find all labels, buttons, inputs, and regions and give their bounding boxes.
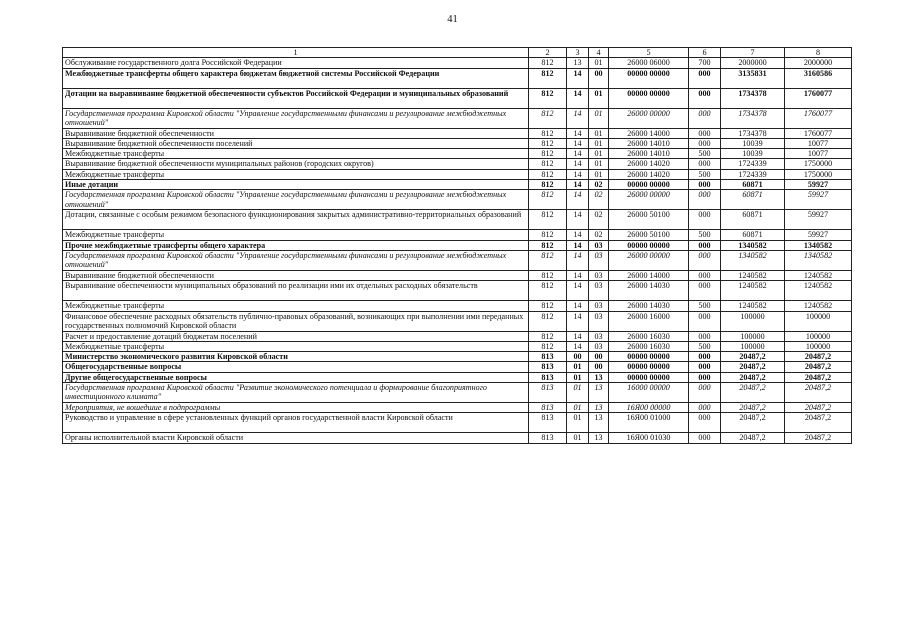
row-target-article: 26000 16030 bbox=[609, 331, 689, 341]
table-row bbox=[63, 352, 852, 362]
row-name: Общегосударственные вопросы bbox=[63, 362, 529, 372]
header-expense-type: 6 bbox=[689, 48, 721, 58]
row-name: Государственная программа Кировской области "Развитие экономического потенциала и формирование благоприятного инвестиционного климата" bbox=[63, 383, 529, 403]
row-name: Выравнивание бюджетной обеспеченности муниципальных районов (городских округов) bbox=[63, 159, 529, 169]
row-target-article: 00000 00000 bbox=[609, 372, 689, 382]
row-amount-year-2: 1340582 bbox=[785, 240, 852, 250]
row-target-article: 26000 14030 bbox=[609, 281, 689, 301]
row-expense-type: 000 bbox=[689, 108, 721, 128]
row-name: Финансовое обеспечение расходных обязательств публично-правовых образований, возникающих при выполнении ими переданных государственных полномочий Кировской области bbox=[63, 311, 529, 331]
table-row bbox=[63, 311, 852, 331]
row-name: Межбюджетные трансферты bbox=[63, 301, 529, 311]
row-amount-year-2: 59927 bbox=[785, 180, 852, 190]
row-admin-code: 812 bbox=[529, 230, 567, 240]
row-section: 01 bbox=[567, 433, 589, 443]
row-expense-type: 000 bbox=[689, 250, 721, 270]
row-subsection: 01 bbox=[589, 88, 609, 108]
row-amount-year-2: 1760077 bbox=[785, 128, 852, 138]
row-subsection: 03 bbox=[589, 341, 609, 351]
row-section: 01 bbox=[567, 413, 589, 433]
header-admin: 2 bbox=[529, 48, 567, 58]
row-admin-code: 812 bbox=[529, 88, 567, 108]
row-subsection: 03 bbox=[589, 270, 609, 280]
row-amount-year-1: 10039 bbox=[721, 149, 785, 159]
row-name: Мероприятия, не вошедшие в подпрограммы bbox=[63, 403, 529, 413]
header-year-1: 7 bbox=[721, 48, 785, 58]
row-admin-code: 812 bbox=[529, 169, 567, 179]
row-admin-code: 812 bbox=[529, 250, 567, 270]
row-expense-type: 500 bbox=[689, 301, 721, 311]
row-subsection: 00 bbox=[589, 68, 609, 88]
row-amount-year-1: 1724339 bbox=[721, 169, 785, 179]
row-amount-year-2: 1340582 bbox=[785, 250, 852, 270]
row-section: 14 bbox=[567, 190, 589, 210]
row-subsection: 03 bbox=[589, 240, 609, 250]
row-target-article: 16Я00 01000 bbox=[609, 413, 689, 433]
row-expense-type: 000 bbox=[689, 433, 721, 443]
row-amount-year-2: 1760077 bbox=[785, 108, 852, 128]
row-amount-year-2: 20487,2 bbox=[785, 362, 852, 372]
row-target-article: 16000 00000 bbox=[609, 383, 689, 403]
row-amount-year-1: 20487,2 bbox=[721, 372, 785, 382]
row-section: 01 bbox=[567, 403, 589, 413]
table-row bbox=[63, 341, 852, 351]
row-admin-code: 812 bbox=[529, 311, 567, 331]
row-amount-year-2: 59927 bbox=[785, 190, 852, 210]
row-section: 14 bbox=[567, 88, 589, 108]
row-target-article: 26000 16000 bbox=[609, 311, 689, 331]
table-row bbox=[63, 138, 852, 148]
row-amount-year-2: 10077 bbox=[785, 149, 852, 159]
row-section: 14 bbox=[567, 341, 589, 351]
row-subsection: 02 bbox=[589, 230, 609, 240]
row-name: Министерство экономического развития Кировской области bbox=[63, 352, 529, 362]
row-amount-year-1: 20487,2 bbox=[721, 383, 785, 403]
row-target-article: 26000 50100 bbox=[609, 230, 689, 240]
row-amount-year-2: 20487,2 bbox=[785, 403, 852, 413]
row-amount-year-1: 20487,2 bbox=[721, 413, 785, 433]
row-target-article: 26000 06000 bbox=[609, 58, 689, 68]
row-section: 01 bbox=[567, 383, 589, 403]
row-section: 14 bbox=[567, 149, 589, 159]
table-body bbox=[63, 58, 852, 443]
row-amount-year-1: 100000 bbox=[721, 311, 785, 331]
row-expense-type: 000 bbox=[689, 68, 721, 88]
row-admin-code: 812 bbox=[529, 159, 567, 169]
row-expense-type: 000 bbox=[689, 281, 721, 301]
row-admin-code: 813 bbox=[529, 372, 567, 382]
row-target-article: 26000 14010 bbox=[609, 149, 689, 159]
row-amount-year-1: 1734378 bbox=[721, 108, 785, 128]
row-section: 14 bbox=[567, 138, 589, 148]
row-subsection: 01 bbox=[589, 169, 609, 179]
row-admin-code: 812 bbox=[529, 128, 567, 138]
row-expense-type: 000 bbox=[689, 180, 721, 190]
row-section: 14 bbox=[567, 240, 589, 250]
row-expense-type: 000 bbox=[689, 352, 721, 362]
row-expense-type: 000 bbox=[689, 159, 721, 169]
row-name: Государственная программа Кировской области "Управление государственными финансами и регулирование межбюджетных отношений" bbox=[63, 108, 529, 128]
row-amount-year-2: 2000000 bbox=[785, 58, 852, 68]
row-expense-type: 000 bbox=[689, 270, 721, 280]
row-name: Органы исполнительной власти Кировской области bbox=[63, 433, 529, 443]
row-subsection: 13 bbox=[589, 372, 609, 382]
row-target-article: 26000 14000 bbox=[609, 270, 689, 280]
row-target-article: 16Я00 01030 bbox=[609, 433, 689, 443]
row-section: 14 bbox=[567, 331, 589, 341]
row-name: Межбюджетные трансферты bbox=[63, 230, 529, 240]
row-admin-code: 812 bbox=[529, 190, 567, 210]
row-admin-code: 812 bbox=[529, 68, 567, 88]
row-subsection: 03 bbox=[589, 331, 609, 341]
row-subsection: 13 bbox=[589, 433, 609, 443]
row-amount-year-1: 1340582 bbox=[721, 250, 785, 270]
row-subsection: 02 bbox=[589, 190, 609, 210]
table-row bbox=[63, 68, 852, 88]
table-row bbox=[63, 433, 852, 443]
table-row bbox=[63, 403, 852, 413]
row-admin-code: 812 bbox=[529, 58, 567, 68]
row-expense-type: 000 bbox=[689, 210, 721, 230]
table-row bbox=[63, 270, 852, 280]
row-section: 14 bbox=[567, 210, 589, 230]
table-header-row bbox=[63, 48, 852, 58]
header-section: 3 bbox=[567, 48, 589, 58]
row-expense-type: 000 bbox=[689, 138, 721, 148]
row-admin-code: 812 bbox=[529, 149, 567, 159]
row-admin-code: 812 bbox=[529, 108, 567, 128]
row-amount-year-1: 100000 bbox=[721, 331, 785, 341]
row-expense-type: 500 bbox=[689, 149, 721, 159]
row-target-article: 16Я00 00000 bbox=[609, 403, 689, 413]
row-amount-year-2: 1240582 bbox=[785, 281, 852, 301]
row-amount-year-2: 1750000 bbox=[785, 169, 852, 179]
row-expense-type: 000 bbox=[689, 362, 721, 372]
row-amount-year-2: 59927 bbox=[785, 210, 852, 230]
table-row bbox=[63, 169, 852, 179]
row-name: Государственная программа Кировской области "Управление государственными финансами и регулирование межбюджетных отношений" bbox=[63, 190, 529, 210]
table-row bbox=[63, 372, 852, 382]
row-target-article: 00000 00000 bbox=[609, 88, 689, 108]
row-amount-year-1: 2000000 bbox=[721, 58, 785, 68]
table-row bbox=[63, 180, 852, 190]
row-admin-code: 812 bbox=[529, 270, 567, 280]
row-section: 14 bbox=[567, 159, 589, 169]
row-target-article: 26000 00000 bbox=[609, 190, 689, 210]
row-amount-year-1: 60871 bbox=[721, 230, 785, 240]
row-admin-code: 812 bbox=[529, 210, 567, 230]
row-target-article: 26000 14020 bbox=[609, 159, 689, 169]
table-row bbox=[63, 331, 852, 341]
row-name: Прочие межбюджетные трансферты общего характера bbox=[63, 240, 529, 250]
row-admin-code: 813 bbox=[529, 383, 567, 403]
row-target-article: 26000 00000 bbox=[609, 250, 689, 270]
row-subsection: 00 bbox=[589, 362, 609, 372]
row-amount-year-1: 10039 bbox=[721, 138, 785, 148]
row-amount-year-2: 20487,2 bbox=[785, 413, 852, 433]
row-subsection: 03 bbox=[589, 250, 609, 270]
row-expense-type: 000 bbox=[689, 88, 721, 108]
row-expense-type: 000 bbox=[689, 190, 721, 210]
row-admin-code: 812 bbox=[529, 180, 567, 190]
row-subsection: 13 bbox=[589, 413, 609, 433]
row-section: 14 bbox=[567, 250, 589, 270]
row-amount-year-1: 20487,2 bbox=[721, 403, 785, 413]
row-admin-code: 813 bbox=[529, 413, 567, 433]
row-name: Другие общегосударственные вопросы bbox=[63, 372, 529, 382]
table-row bbox=[63, 413, 852, 433]
row-amount-year-1: 60871 bbox=[721, 180, 785, 190]
row-section: 01 bbox=[567, 372, 589, 382]
table-row bbox=[63, 58, 852, 68]
row-admin-code: 812 bbox=[529, 138, 567, 148]
row-section: 14 bbox=[567, 311, 589, 331]
table-row bbox=[63, 108, 852, 128]
table-row bbox=[63, 362, 852, 372]
row-target-article: 26000 50100 bbox=[609, 210, 689, 230]
row-subsection: 01 bbox=[589, 138, 609, 148]
table-row bbox=[63, 128, 852, 138]
row-section: 14 bbox=[567, 301, 589, 311]
row-section: 13 bbox=[567, 58, 589, 68]
table-row bbox=[63, 230, 852, 240]
row-admin-code: 813 bbox=[529, 433, 567, 443]
row-name: Выравнивание бюджетной обеспеченности поселений bbox=[63, 138, 529, 148]
row-subsection: 03 bbox=[589, 281, 609, 301]
row-amount-year-1: 1240582 bbox=[721, 301, 785, 311]
row-amount-year-1: 20487,2 bbox=[721, 352, 785, 362]
row-admin-code: 812 bbox=[529, 281, 567, 301]
table-row bbox=[63, 88, 852, 108]
row-amount-year-2: 20487,2 bbox=[785, 352, 852, 362]
row-amount-year-2: 3160586 bbox=[785, 68, 852, 88]
row-amount-year-1: 1724339 bbox=[721, 159, 785, 169]
row-expense-type: 000 bbox=[689, 372, 721, 382]
row-name: Дотации на выравнивание бюджетной обеспеченности субъектов Российской Федерации и муниципальных образований bbox=[63, 88, 529, 108]
row-admin-code: 813 bbox=[529, 352, 567, 362]
header-subsection: 4 bbox=[589, 48, 609, 58]
row-amount-year-1: 60871 bbox=[721, 210, 785, 230]
row-target-article: 26000 14000 bbox=[609, 128, 689, 138]
row-subsection: 13 bbox=[589, 383, 609, 403]
row-amount-year-1: 1240582 bbox=[721, 270, 785, 280]
row-target-article: 26000 16030 bbox=[609, 341, 689, 351]
row-expense-type: 000 bbox=[689, 240, 721, 250]
row-amount-year-1: 60871 bbox=[721, 190, 785, 210]
row-subsection: 03 bbox=[589, 301, 609, 311]
row-name: Межбюджетные трансферты общего характера бюджетам бюджетной системы Российской Федерации bbox=[63, 68, 529, 88]
row-target-article: 00000 00000 bbox=[609, 240, 689, 250]
row-section: 14 bbox=[567, 68, 589, 88]
row-name: Иные дотации bbox=[63, 180, 529, 190]
row-amount-year-1: 100000 bbox=[721, 341, 785, 351]
row-expense-type: 000 bbox=[689, 383, 721, 403]
row-amount-year-2: 100000 bbox=[785, 311, 852, 331]
row-admin-code: 813 bbox=[529, 403, 567, 413]
row-subsection: 01 bbox=[589, 108, 609, 128]
table-row bbox=[63, 250, 852, 270]
row-section: 14 bbox=[567, 169, 589, 179]
row-amount-year-1: 20487,2 bbox=[721, 362, 785, 372]
table-row bbox=[63, 210, 852, 230]
row-expense-type: 000 bbox=[689, 331, 721, 341]
row-amount-year-2: 20487,2 bbox=[785, 372, 852, 382]
row-amount-year-2: 100000 bbox=[785, 341, 852, 351]
table-row bbox=[63, 159, 852, 169]
row-name: Межбюджетные трансферты bbox=[63, 341, 529, 351]
row-admin-code: 812 bbox=[529, 341, 567, 351]
row-subsection: 00 bbox=[589, 352, 609, 362]
row-amount-year-1: 1340582 bbox=[721, 240, 785, 250]
table-row bbox=[63, 149, 852, 159]
row-target-article: 00000 00000 bbox=[609, 180, 689, 190]
row-name: Расчет и предоставление дотаций бюджетам поселений bbox=[63, 331, 529, 341]
header-year-2: 8 bbox=[785, 48, 852, 58]
table-row bbox=[63, 281, 852, 301]
row-name: Выравнивание обеспеченности муниципальных образований по реализации ими их отдельных расходных обязательств bbox=[63, 281, 529, 301]
row-subsection: 01 bbox=[589, 128, 609, 138]
table-row bbox=[63, 240, 852, 250]
row-amount-year-1: 1734378 bbox=[721, 128, 785, 138]
row-name: Выравнивание бюджетной обеспеченности bbox=[63, 270, 529, 280]
row-subsection: 13 bbox=[589, 403, 609, 413]
header-name: 1 bbox=[63, 48, 529, 58]
row-expense-type: 000 bbox=[689, 128, 721, 138]
row-subsection: 01 bbox=[589, 159, 609, 169]
row-expense-type: 500 bbox=[689, 230, 721, 240]
row-section: 14 bbox=[567, 270, 589, 280]
row-name: Обслуживание государственного долга Российской Федерации bbox=[63, 58, 529, 68]
row-expense-type: 500 bbox=[689, 169, 721, 179]
row-amount-year-2: 20487,2 bbox=[785, 433, 852, 443]
row-target-article: 00000 00000 bbox=[609, 362, 689, 372]
row-target-article: 26000 00000 bbox=[609, 108, 689, 128]
row-amount-year-2: 1240582 bbox=[785, 301, 852, 311]
row-section: 14 bbox=[567, 108, 589, 128]
row-name: Дотации, связанные с особым режимом безопасного функционирования закрытых административно-территориальных образований bbox=[63, 210, 529, 230]
row-section: 14 bbox=[567, 230, 589, 240]
row-amount-year-1: 3135831 bbox=[721, 68, 785, 88]
row-name: Выравнивание бюджетной обеспеченности bbox=[63, 128, 529, 138]
row-subsection: 01 bbox=[589, 58, 609, 68]
row-amount-year-2: 59927 bbox=[785, 230, 852, 240]
row-expense-type: 000 bbox=[689, 413, 721, 433]
row-subsection: 02 bbox=[589, 210, 609, 230]
row-target-article: 00000 00000 bbox=[609, 68, 689, 88]
row-expense-type: 000 bbox=[689, 403, 721, 413]
row-amount-year-1: 1734378 bbox=[721, 88, 785, 108]
row-section: 14 bbox=[567, 180, 589, 190]
row-admin-code: 812 bbox=[529, 331, 567, 341]
row-amount-year-2: 20487,2 bbox=[785, 383, 852, 403]
row-expense-type: 700 bbox=[689, 58, 721, 68]
row-amount-year-1: 20487,2 bbox=[721, 433, 785, 443]
row-amount-year-1: 1240582 bbox=[721, 281, 785, 301]
row-section: 01 bbox=[567, 362, 589, 372]
row-expense-type: 500 bbox=[689, 341, 721, 351]
row-name: Межбюджетные трансферты bbox=[63, 169, 529, 179]
row-target-article: 26000 14020 bbox=[609, 169, 689, 179]
row-section: 14 bbox=[567, 128, 589, 138]
row-subsection: 03 bbox=[589, 311, 609, 331]
row-subsection: 02 bbox=[589, 180, 609, 190]
row-section: 14 bbox=[567, 281, 589, 301]
row-expense-type: 000 bbox=[689, 311, 721, 331]
table-row bbox=[63, 190, 852, 210]
row-name: Руководство и управление в сфере установленных функций органов государственной власти Кировской области bbox=[63, 413, 529, 433]
row-target-article: 26000 14030 bbox=[609, 301, 689, 311]
row-target-article: 26000 14010 bbox=[609, 138, 689, 148]
table-row bbox=[63, 383, 852, 403]
row-amount-year-2: 1240582 bbox=[785, 270, 852, 280]
row-admin-code: 812 bbox=[529, 240, 567, 250]
row-name: Государственная программа Кировской области "Управление государственными финансами и регулирование межбюджетных отношений" bbox=[63, 250, 529, 270]
row-amount-year-2: 1760077 bbox=[785, 88, 852, 108]
row-amount-year-2: 100000 bbox=[785, 331, 852, 341]
row-name: Межбюджетные трансферты bbox=[63, 149, 529, 159]
row-section: 00 bbox=[567, 352, 589, 362]
row-admin-code: 812 bbox=[529, 301, 567, 311]
row-target-article: 00000 00000 bbox=[609, 352, 689, 362]
row-subsection: 01 bbox=[589, 149, 609, 159]
row-amount-year-2: 1750000 bbox=[785, 159, 852, 169]
table-row bbox=[63, 301, 852, 311]
row-amount-year-2: 10077 bbox=[785, 138, 852, 148]
row-admin-code: 813 bbox=[529, 362, 567, 372]
header-target-article: 5 bbox=[609, 48, 689, 58]
budget-table bbox=[62, 47, 852, 444]
page-number: 41 bbox=[447, 14, 458, 25]
